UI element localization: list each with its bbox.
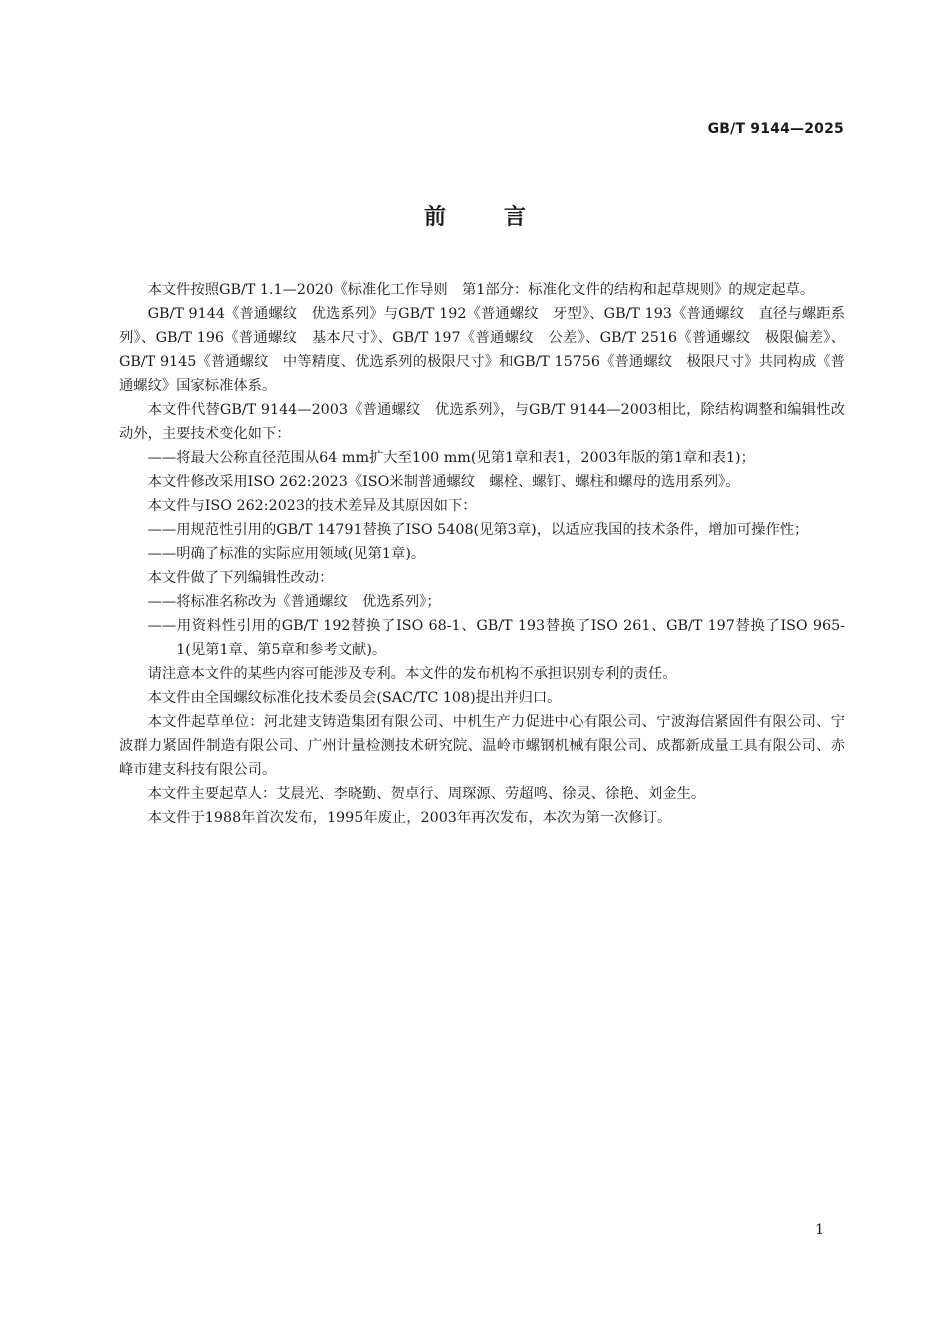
paragraph-drafters: 本文件主要起草人：艾晨光、李晓勤、贺卓行、周琛源、劳超鸣、徐灵、徐艳、刘金生。 (147, 786, 706, 802)
page-number: 1 (815, 1222, 824, 1238)
standard-number: GB/T 9144—2025 (707, 121, 844, 137)
page-title: 前言 (423, 205, 584, 230)
paragraph-technical-differences: 本文件与ISO 262:2023的技术差异及其原因如下： (147, 498, 477, 514)
paragraph-editorial-changes: 本文件做了下列编辑性改动： (147, 570, 334, 586)
paragraph-drafting-rules: 本文件按照GB/T 1.1—2020《标准化工作导则 第1部分：标准化文件的结构和起草规则》的规定起草。 (147, 282, 815, 298)
paragraph-standard-system: GB/T 9144《普通螺纹 优选系列》与GB/T 192《普通螺纹 牙型》、GB/T 193《普通螺纹 直径与螺距系列》、GB/T 196《普通螺纹 基本尺寸》、GB/T 197《普通螺纹 公差》、GB/T 2516《普通螺纹 极限偏差》、GB/T 9145《普通螺纹 中等精度、优选系列的极限尺寸》和GB/T 15756《普通螺纹 极限尺寸》共同构成《普通螺纹》国家标准体系。 (119, 306, 845, 394)
list-item-editorial-change: ——用资料性引用的GB/T 192替换了ISO 68-1、GB/T 193替换了ISO 261、GB/T 197替换了ISO 965-1(见第1章、第5章和参考文献)。 (147, 618, 845, 658)
paragraph-history: 本文件于1988年首次发布，1995年废止，2003年再次发布，本次为第一次修订。 (147, 810, 672, 826)
paragraph-drafting-units: 本文件起草单位：河北建支铸造集团有限公司、中机生产力促进中心有限公司、宁波海信紧固件有限公司、宁波群力紧固件制造有限公司、广州计量检测技术研究院、温岭市螺钢机械有限公司、成都新成量工具有限公司、赤峰市建支科技有限公司。 (119, 714, 845, 778)
list-item-difference: ——明确了标准的实际应用领域(见第1章)。 (147, 546, 426, 562)
list-item-technical-change: ——将最大公称直径范围从64 mm扩大至100 mm(见第1章和表1，2003年版的第1章和表1)； (147, 450, 755, 466)
foreword-body (119, 278, 845, 830)
list-item-difference: ——用规范性引用的GB/T 14791替换了ISO 5408(见第3章)，以适应我国的技术条件，增加可操作性； (147, 522, 809, 538)
paragraph-adoption: 本文件修改采用ISO 262:2023《ISO米制普通螺纹 螺栓、螺钉、螺柱和螺母的选用系列》。 (147, 474, 740, 490)
list-item-editorial-change: ——将标准名称改为《普通螺纹 优选系列》； (147, 594, 441, 610)
paragraph-proposer: 本文件由全国螺纹标准化技术委员会(SAC/TC 108)提出并归口。 (147, 690, 562, 706)
paragraph-patent-notice: 请注意本文件的某些内容可能涉及专利。本文件的发布机构不承担识别专利的责任。 (147, 666, 677, 682)
paragraph-replaces: 本文件代替GB/T 9144—2003《普通螺纹 优选系列》，与GB/T 9144—2003相比，除结构调整和编辑性改动外，主要技术变化如下： (119, 402, 845, 442)
